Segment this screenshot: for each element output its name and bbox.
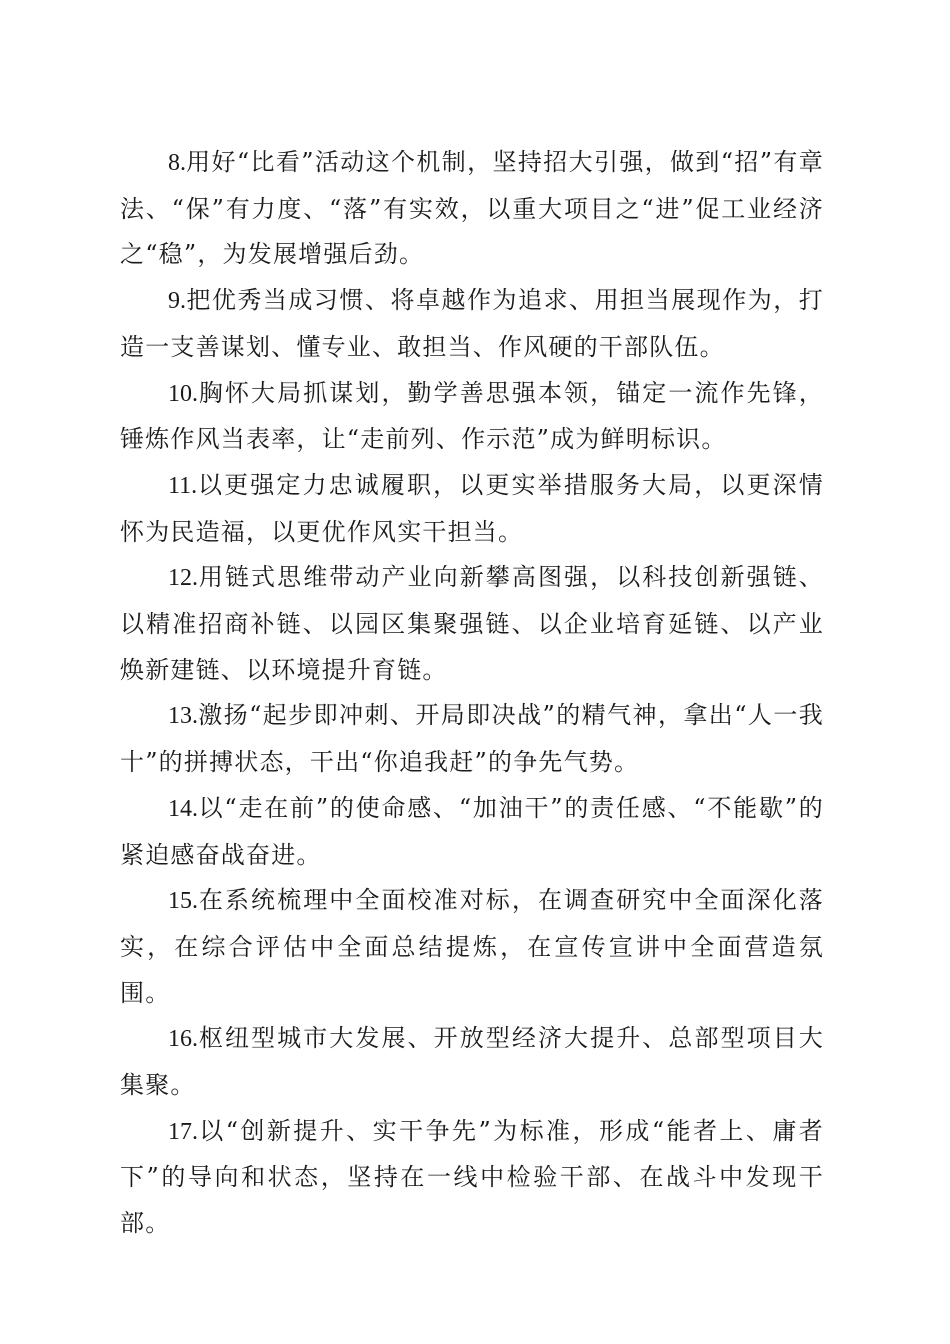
item-number: 13.	[168, 703, 198, 730]
item-text: 激扬“起步即冲刺、开局即决战”的精气神，拿出“人一我十”的拼搏状态，干出“你追我赶”的争先气势。	[120, 701, 824, 777]
item-number: 15.	[168, 888, 198, 915]
item-text: 胸怀大局抓谋划，勤学善思强本领，锚定一流作先锋，锤炼作风当表率，让“走前列、作示范”成为鲜明标识。	[120, 378, 824, 454]
item-text: 枢纽型城市大发展、开放型经济大提升、总部型项目大集聚。	[120, 1024, 824, 1100]
paragraph-item-16	[120, 1016, 824, 1108]
item-text: 在系统梳理中全面校准对标，在调查研究中全面深化落实，在综合评估中全面总结提炼，在宣传宣讲中全面营造氛围。	[120, 886, 824, 1007]
item-text: 用链式思维带动产业向新攀高图强，以科技创新强链、以精准招商补链、以园区集聚强链、以企业培育延链、以产业焕新建链、以环境提升育链。	[120, 563, 824, 684]
item-number: 14.	[168, 795, 198, 822]
item-text: 把优秀当成习惯、将卓越作为追求、用担当展现作为，打造一支善谋划、懂专业、敢担当、作风硬的干部队伍。	[120, 286, 824, 361]
paragraph-item-8	[120, 140, 824, 278]
paragraph-item-12	[120, 555, 824, 693]
document-body	[120, 140, 824, 1247]
item-number: 9.	[168, 288, 186, 315]
paragraph-item-13	[120, 693, 824, 785]
paragraph-item-14	[120, 786, 824, 878]
item-number: 11.	[168, 472, 198, 499]
paragraph-item-11	[120, 463, 824, 555]
item-number: 10.	[168, 380, 198, 407]
item-number: 12.	[168, 565, 198, 592]
item-text: 以更强定力忠诚履职，以更实举措服务大局，以更深情怀为民造福，以更优作风实干担当。	[120, 470, 824, 546]
item-number: 8.	[168, 150, 186, 176]
paragraph-item-15	[120, 878, 824, 1016]
paragraph-item-17	[120, 1109, 824, 1247]
item-text: 以“创新提升、实干争先”为标准，形成“能者上、庸者下”的导向和状态，坚持在一线中检验干部、在战斗中发现干部。	[120, 1116, 824, 1238]
paragraph-item-9	[120, 278, 824, 370]
item-text: 以“走在前”的使命感、“加油干”的责任感、“不能歇”的紧迫感奋战奋进。	[120, 793, 824, 869]
item-number: 17.	[168, 1118, 198, 1145]
paragraph-item-10	[120, 371, 824, 463]
item-number: 16.	[168, 1026, 198, 1053]
item-text: 用好“比看”活动这个机制，坚持招大引强，做到“招”有章法、“保”有力度、“落”有实效，以重大项目之“进”促工业经济之“稳”，为发展增强后劲。	[120, 148, 824, 269]
